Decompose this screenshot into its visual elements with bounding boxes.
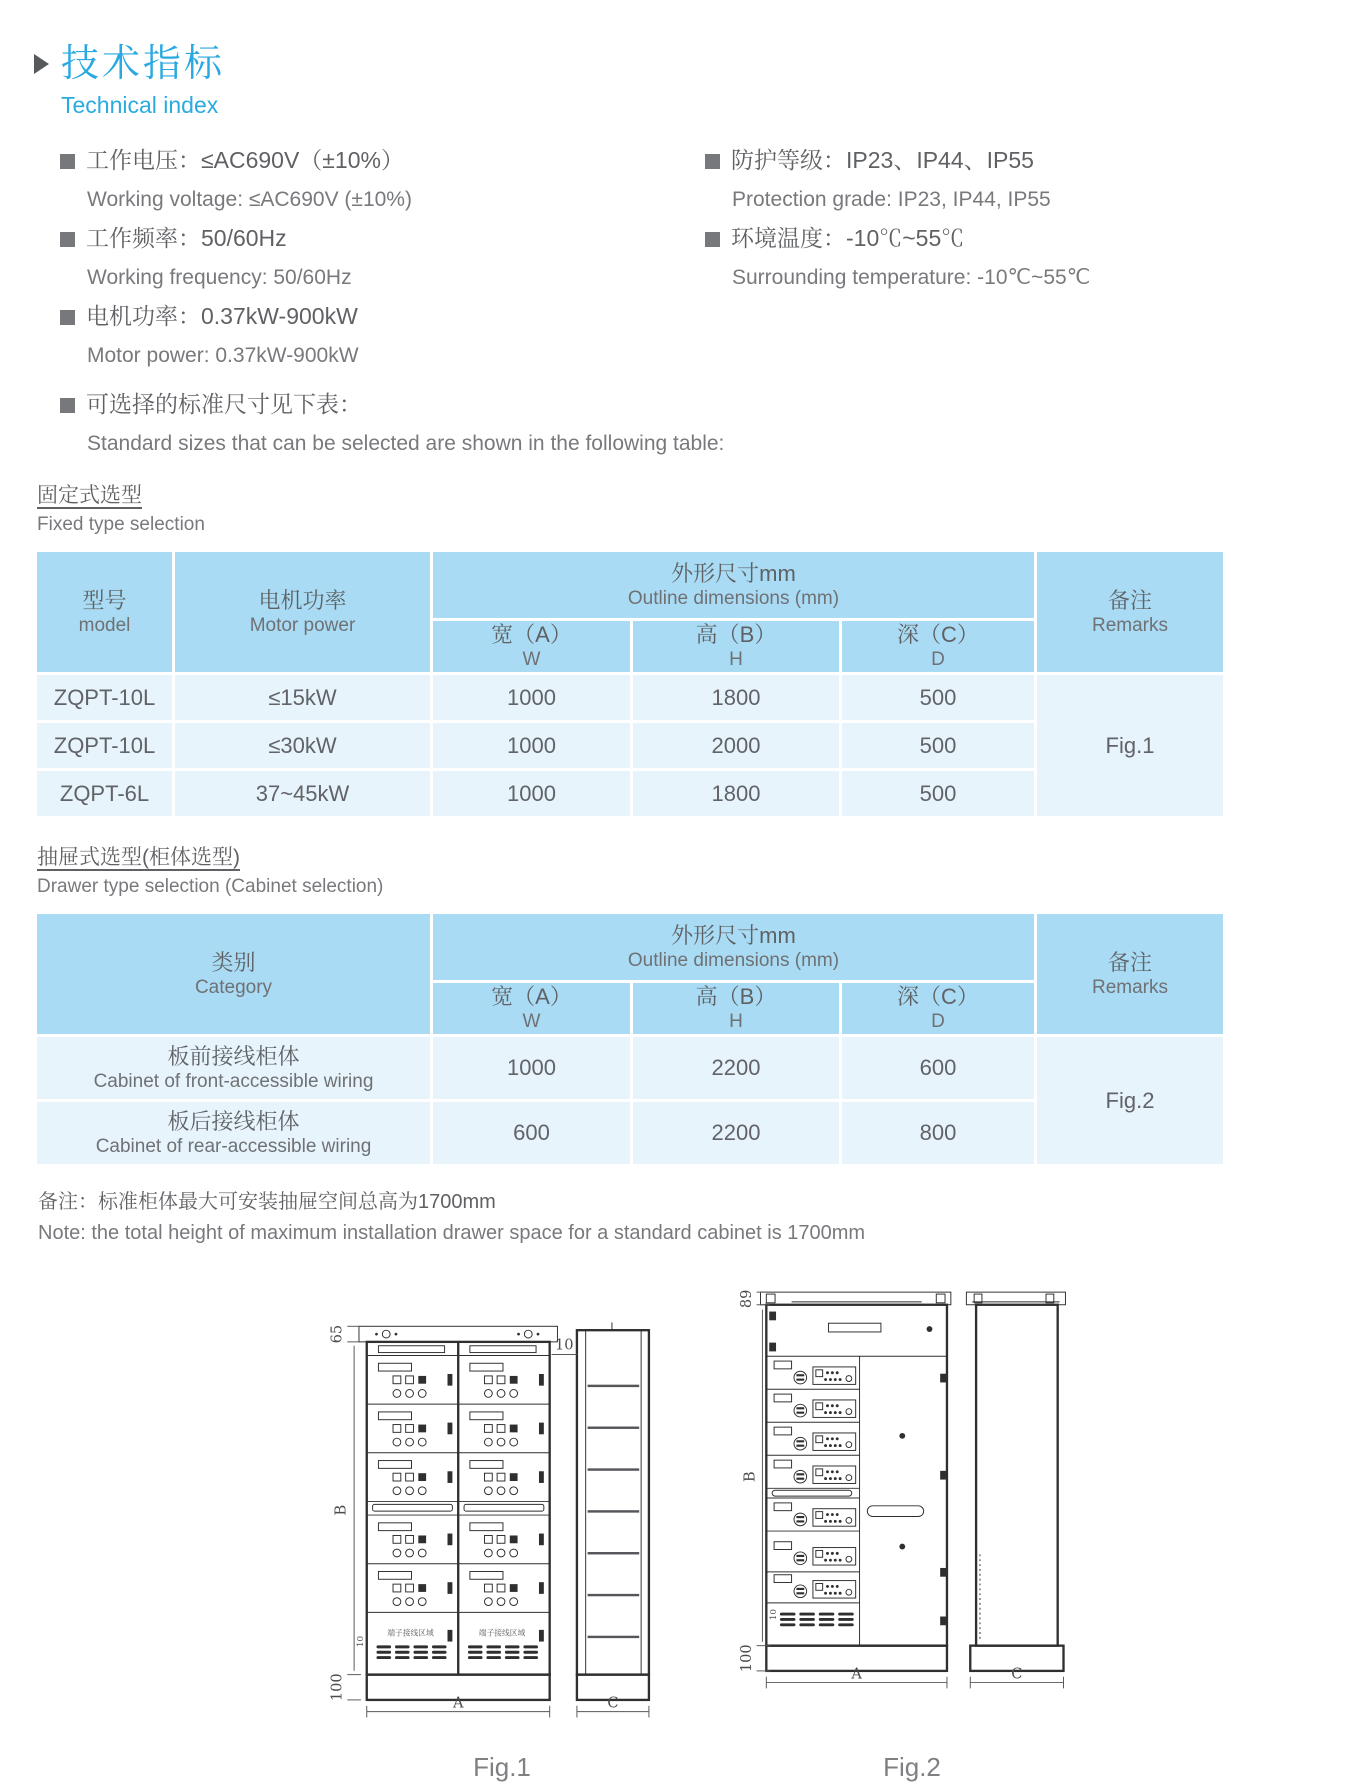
- fig2-cabinet-drawing: [737, 1263, 1087, 1735]
- cell-width: 1000: [433, 1037, 630, 1099]
- fig1-terminal-area-label: 端子接线区域: [387, 1628, 434, 1638]
- fig1-terminal-area-label: 端子接线区域: [478, 1628, 526, 1638]
- bullet-square-icon: [705, 232, 720, 247]
- bullet-square-icon: [60, 154, 75, 169]
- cell-power: 37~45kW: [175, 771, 430, 816]
- column-header-model: 型号 model: [37, 552, 172, 672]
- column-header-motor-power: 电机功率 Motor power: [175, 552, 430, 672]
- cell-height: 1800: [633, 675, 839, 720]
- column-header-width: 宽（A） W: [433, 621, 630, 672]
- spec-en-text: Motor power: 0.37kW-900kW: [87, 344, 359, 367]
- fig1-dim-10-small: 10: [355, 1635, 366, 1648]
- figure-caption: Fig.2: [883, 1752, 941, 1782]
- footnote-en: Note: the total height of maximum installation drawer space for a standard cabinet is 1700mm: [38, 1222, 866, 1244]
- fig1-dim-100: 100: [328, 1673, 346, 1702]
- spec-cn-text: 环境温度：-10℃~55℃: [731, 225, 965, 251]
- cell-width: 1000: [433, 771, 630, 816]
- fig2-side-view: [966, 1292, 1065, 1671]
- cell-height: 2200: [633, 1037, 839, 1099]
- spec-column-left: [60, 141, 705, 375]
- cell-depth: 500: [842, 723, 1034, 768]
- spec-cn-text: 工作频率：50/60Hz: [86, 225, 287, 251]
- spec-item-protection-grade: [705, 141, 1090, 219]
- table-row: [37, 675, 1223, 720]
- fig2-dim-100: 100: [737, 1644, 755, 1673]
- section-label-drawer-type: [37, 843, 1357, 901]
- cell-power: ≤15kW: [175, 675, 430, 720]
- column-header-height: 高（B） H: [633, 621, 839, 672]
- spec-item-surrounding-temperature: [705, 219, 1090, 297]
- bullet-square-icon: [705, 154, 720, 169]
- section-label-en: Fixed type selection: [37, 514, 205, 535]
- bullet-square-icon: [60, 232, 75, 247]
- spec-cn-text: 工作电压：≤AC690V（±10%）: [86, 147, 404, 173]
- spec-list: [60, 141, 1357, 375]
- drawer-type-table: [34, 911, 1226, 1167]
- cell-width: 1000: [433, 675, 630, 720]
- spec-item-working-frequency: [60, 219, 705, 297]
- fig2-dim-A: A: [851, 1665, 862, 1683]
- bullet-square-icon: [60, 398, 75, 413]
- page-subtitle: Technical index: [61, 92, 219, 118]
- fig2-dimensions: [738, 1290, 1064, 1689]
- page-header: [0, 0, 1357, 119]
- column-header-outline-dimensions: 外形尺寸mm Outline dimensions (mm): [433, 914, 1034, 980]
- fig2-dim-C: C: [1011, 1665, 1023, 1683]
- section-label-cn: 固定式选型: [37, 484, 142, 507]
- column-header-depth: 深（C） D: [842, 621, 1034, 672]
- spec-en-text: Working voltage: ≤AC690V (±10%): [87, 188, 412, 211]
- cell-remarks: Fig.1: [1037, 675, 1223, 816]
- fig2-dim-B: B: [741, 1471, 759, 1483]
- spec-en-text: Standard sizes that can be selected are shown in the following table:: [87, 432, 725, 455]
- footnote-cn: 备注：标准柜体最大可安装抽屉空间总高为1700mm: [38, 1191, 496, 1213]
- fixed-type-table: [34, 549, 1226, 819]
- cell-depth: 600: [842, 1037, 1034, 1099]
- figure-fig1: [322, 1299, 682, 1783]
- column-header-width: 宽（A） W: [433, 983, 630, 1034]
- spec-item-motor-power: [60, 297, 705, 375]
- cell-model: ZQPT-10L: [37, 723, 172, 768]
- column-header-outline-dimensions: 外形尺寸mm Outline dimensions (mm): [433, 552, 1034, 618]
- fig2-dim-89: 89: [737, 1289, 755, 1309]
- cell-category: 板前接线柜体 Cabinet of front-accessible wiring: [37, 1037, 430, 1099]
- spec-column-right: [705, 141, 1090, 375]
- section-label-fixed-type: [37, 481, 1357, 539]
- page-title: 技术指标: [61, 43, 226, 85]
- table-row: [37, 1037, 1223, 1099]
- spec-item-working-voltage: [60, 141, 705, 219]
- fig1-dim-65: 65: [328, 1324, 346, 1344]
- cell-depth: 500: [842, 675, 1034, 720]
- section-arrow-icon: [34, 54, 49, 74]
- cell-remarks: Fig.2: [1037, 1037, 1223, 1164]
- spec-en-text: Working frequency: 50/60Hz: [87, 266, 352, 289]
- column-header-height: 高（B） H: [633, 983, 839, 1034]
- spec-cn-text: 可选择的标准尺寸见下表：: [86, 391, 362, 417]
- bullet-square-icon: [60, 310, 75, 325]
- figure-caption: Fig.1: [473, 1752, 531, 1782]
- spec-en-text: Protection grade: IP23, IP44, IP55: [732, 188, 1051, 211]
- column-header-remarks: 备注 Remarks: [1037, 914, 1223, 1034]
- cell-model: ZQPT-6L: [37, 771, 172, 816]
- column-header-depth: 深（C） D: [842, 983, 1034, 1034]
- cell-model: ZQPT-10L: [37, 675, 172, 720]
- section-label-en: Drawer type selection (Cabinet selection): [37, 876, 384, 897]
- column-header-category: 类别 Category: [37, 914, 430, 1034]
- spec-cn-text: 防护等级：IP23、IP44、IP55: [731, 147, 1034, 173]
- column-header-remarks: 备注 Remarks: [1037, 552, 1223, 672]
- spec-cn-text: 电机功率：0.37kW-900kW: [86, 303, 358, 329]
- fig1-dim-C: C: [607, 1694, 619, 1712]
- cell-depth: 500: [842, 771, 1034, 816]
- fig1-side-view: [577, 1322, 649, 1700]
- fig1-front-view: [359, 1326, 557, 1700]
- cell-width: 600: [433, 1102, 630, 1164]
- figure-fig2: [737, 1263, 1087, 1783]
- cell-power: ≤30kW: [175, 723, 430, 768]
- spec-en-text: Surrounding temperature: -10℃~55℃: [732, 266, 1091, 289]
- cell-height: 2000: [633, 723, 839, 768]
- spec-item-table-intro: [60, 385, 1357, 463]
- cell-depth: 800: [842, 1102, 1034, 1164]
- fig2-front-view: [760, 1292, 950, 1671]
- fig1-cabinet-drawing: [322, 1299, 682, 1735]
- cell-height: 2200: [633, 1102, 839, 1164]
- cell-height: 1800: [633, 771, 839, 816]
- fig1-dim-A: A: [452, 1694, 464, 1712]
- fig1-dim-B: B: [332, 1504, 350, 1516]
- cell-category: 板后接线柜体 Cabinet of rear-accessible wiring: [37, 1102, 430, 1164]
- fig1-dim-10: 10: [554, 1336, 574, 1354]
- cell-width: 1000: [433, 723, 630, 768]
- figures-area: [322, 1263, 1357, 1783]
- fig2-dim-10-small: 10: [769, 1609, 780, 1621]
- section-label-cn: 抽屉式选型(柜体选型): [37, 846, 240, 869]
- footnote: [38, 1187, 1357, 1249]
